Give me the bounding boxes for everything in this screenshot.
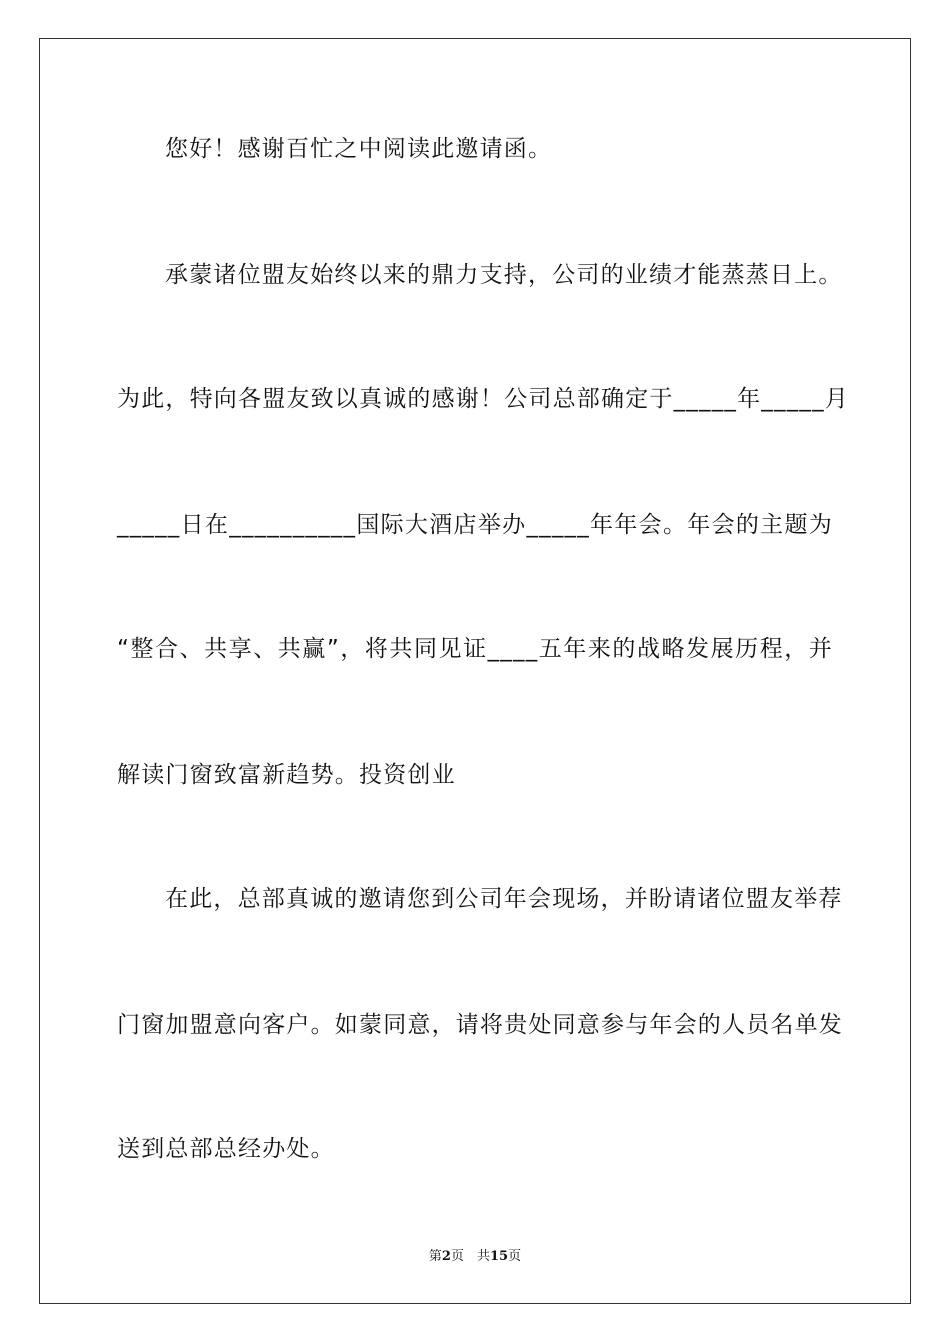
footer-prefix: 第 (428, 1249, 442, 1264)
paragraph-line-6: 解读门窗致富新趋势。投资创业 (117, 762, 456, 788)
page-border (39, 38, 911, 1304)
paragraph-line-5: “整合、共享、共赢”，将共同见证____五年来的战略发展历程，并 (117, 636, 833, 662)
footer-current-page: 2 (441, 1249, 451, 1264)
footer-suffix: 页 (508, 1249, 522, 1264)
paragraph-line-8: 门窗加盟意向客户。如蒙同意，请将贵处同意参与年会的人员名单发 (117, 1012, 843, 1038)
paragraph-line-1: 您好！感谢百忙之中阅读此邀请函。 (165, 136, 553, 162)
footer-total-pages: 15 (489, 1249, 509, 1264)
paragraph-line-7: 在此，总部真诚的邀请您到公司年会现场，并盼请诸位盟友举荐 (165, 886, 843, 912)
paragraph-line-3: 为此，特向各盟友致以真诚的感谢！公司总部确定于_____年_____月 (117, 386, 849, 412)
footer-middle: 页 共 (450, 1249, 490, 1264)
paragraph-line-4: _____日在__________国际大酒店举办_____年年会。年会的主题为 (117, 512, 833, 538)
page-footer (0, 1248, 950, 1266)
paragraph-line-9: 送到总部总经办处。 (117, 1136, 335, 1162)
paragraph-line-2: 承蒙诸位盟友始终以来的鼎力支持，公司的业绩才能蒸蒸日上。 (165, 262, 843, 288)
